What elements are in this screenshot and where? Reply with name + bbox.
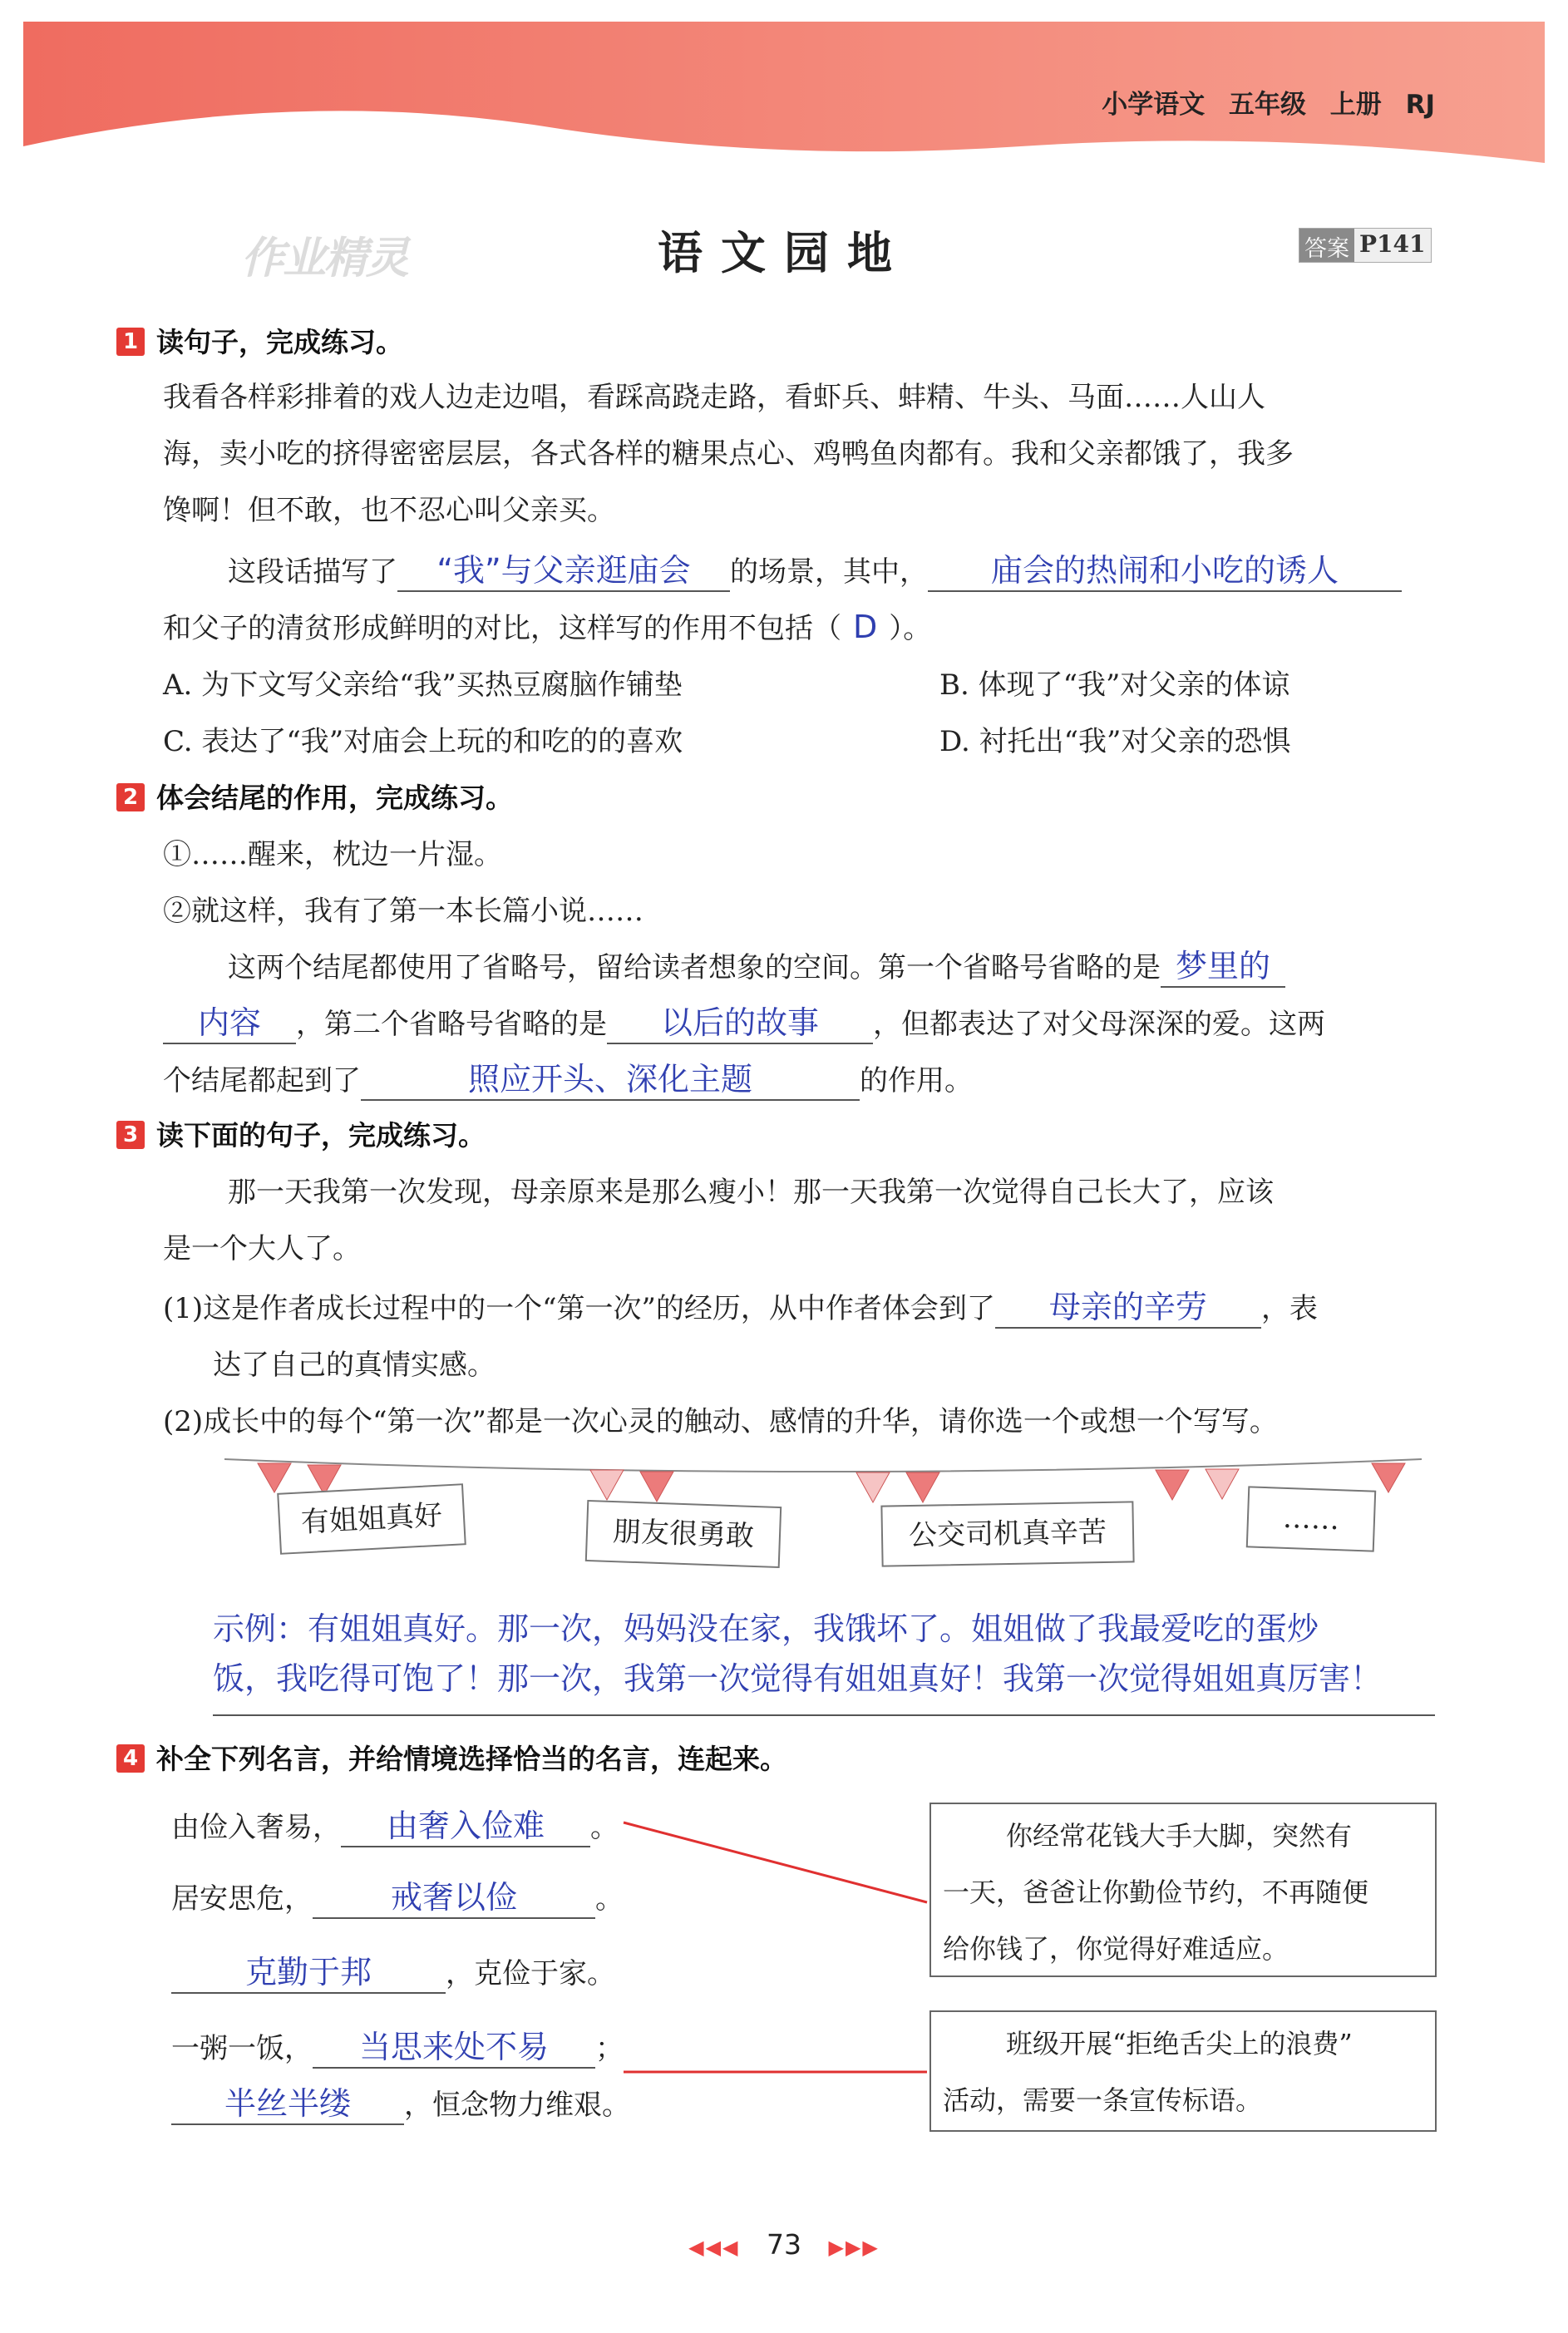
page-number: 73 bbox=[767, 2228, 801, 2261]
q4-connecting-lines bbox=[615, 1804, 931, 2087]
flag-card-3[interactable]: 公交司机真辛苦 bbox=[880, 1501, 1134, 1566]
q2-line-2 bbox=[163, 1001, 1325, 1044]
match-line-1 bbox=[624, 1823, 927, 1902]
q4-text: 居安思危， bbox=[171, 1882, 313, 1916]
q1-answer-3[interactable]: D bbox=[853, 609, 878, 645]
q4-row-5 bbox=[171, 2082, 630, 2125]
q3-passage-line-2: 是一个大人了。 bbox=[163, 1232, 361, 1265]
q2-blank-2[interactable] bbox=[607, 1004, 873, 1044]
q3-answer-line bbox=[213, 1714, 1435, 1716]
q4-text: ； bbox=[595, 2032, 624, 2065]
box2-line-2: 活动，需要一条宣传标语。 bbox=[943, 2084, 1263, 2116]
subject: 小学语文 bbox=[1102, 90, 1206, 120]
q2-answer-1b: 内容 bbox=[197, 1004, 261, 1041]
q4-number: 4 bbox=[116, 1744, 145, 1773]
q2-ending-1: ①……醒来，枕边一片湿。 bbox=[163, 838, 502, 871]
q1-text: 的场景，其中， bbox=[730, 555, 928, 589]
q4-blank-2[interactable] bbox=[313, 1879, 595, 1919]
q2-text: 的作用。 bbox=[860, 1064, 973, 1097]
box1-line-2: 一天，爸爸让你勤俭节约，不再随便 bbox=[943, 1877, 1369, 1908]
box1-line-1: 你经常花钱大手大脚，突然有 bbox=[1006, 1820, 1353, 1852]
q4-heading bbox=[116, 1738, 787, 1777]
q4-blank-1[interactable] bbox=[341, 1808, 590, 1847]
q1-option-a[interactable]: A. 为下文写父亲给“我”买热豆腐脑作铺垫 bbox=[163, 668, 683, 702]
answer-page: P141 bbox=[1354, 229, 1431, 262]
q4-row-4 bbox=[171, 2025, 624, 2069]
q4-text: ，克俭于家。 bbox=[446, 1957, 615, 1990]
q3-passage-line-1: 那一天我第一次发现，母亲原来是那么瘦小！那一天我第一次觉得自己长大了，应该 bbox=[228, 1176, 1274, 1209]
q4-situation-box-2[interactable] bbox=[929, 2010, 1437, 2132]
q3-sample-line-1: 示例：有姐姐真好。那一次，妈妈没在家，我饿坏了。姐姐做了我最爱吃的蛋炒 bbox=[213, 1610, 1319, 1647]
q1-question-line-2 bbox=[163, 605, 931, 646]
q3-sub1-line-2: 达了自己的真情实感。 bbox=[213, 1349, 496, 1382]
flag-card-1[interactable]: 有姐姐真好 bbox=[277, 1483, 466, 1555]
q1-blank-2[interactable] bbox=[928, 552, 1402, 592]
q1-text: 这段话描写了 bbox=[228, 555, 397, 589]
q1-title: 读句子，完成练习。 bbox=[156, 326, 403, 358]
q4-text: 一粥一饭， bbox=[171, 2032, 313, 2065]
q2-heading bbox=[116, 777, 513, 816]
q3-blank-1[interactable] bbox=[995, 1289, 1261, 1329]
q4-text: 。 bbox=[595, 1882, 624, 1916]
q4-text: ，恒念物力维艰。 bbox=[404, 2089, 630, 2122]
q1-answer-1: “我”与父亲逛庙会 bbox=[436, 552, 691, 589]
volume: 上册 bbox=[1329, 90, 1382, 120]
q4-answer-1: 由奢入俭难 bbox=[386, 1808, 545, 1844]
q4-answer-5: 半丝半缕 bbox=[224, 2085, 351, 2122]
q3-answer-1: 母亲的辛劳 bbox=[1048, 1289, 1207, 1325]
q4-row-3 bbox=[171, 1951, 615, 1994]
q1-text: 和父子的清贫形成鲜明的对比，这样写的作用不包括（ bbox=[163, 612, 841, 645]
q1-question-line-1 bbox=[228, 549, 1402, 592]
q4-row-1 bbox=[171, 1804, 619, 1847]
q2-line-3 bbox=[163, 1058, 973, 1101]
q4-text: 。 bbox=[590, 1811, 619, 1844]
q4-blank-4[interactable] bbox=[313, 2029, 595, 2069]
prev-arrows-icon: ◀◀◀ bbox=[688, 2236, 740, 2259]
q3-sub2: (2)成长中的每个“第一次”都是一次心灵的触动、感情的升华，请你选一个或想一个写写。 bbox=[163, 1405, 1278, 1438]
q4-answer-3: 克勤于邦 bbox=[244, 1954, 372, 1990]
q3-sample-line-2: 饭，我吃得可饱了！那一次，我第一次觉得有姐姐真好！我第一次觉得姐姐真厉害！ bbox=[213, 1660, 1383, 1697]
q1-heading bbox=[116, 321, 403, 360]
q3-heading bbox=[116, 1114, 486, 1153]
q2-text: ，第二个省略号省略的是 bbox=[296, 1008, 607, 1041]
answer-label: 答案 bbox=[1299, 229, 1354, 262]
q4-title: 补全下列名言，并给情境选择恰当的名言，连起来。 bbox=[156, 1743, 787, 1775]
flag-card-4[interactable]: …… bbox=[1246, 1486, 1376, 1551]
q2-line-1 bbox=[228, 945, 1285, 988]
q2-blank-1b[interactable] bbox=[163, 1004, 296, 1044]
q4-blank-3[interactable] bbox=[171, 1954, 446, 1994]
q4-text: 由俭入奢易， bbox=[171, 1811, 341, 1844]
q4-answer-2: 戒奢以俭 bbox=[390, 1879, 517, 1916]
q2-number: 2 bbox=[116, 783, 145, 811]
q3-sub1-line-1 bbox=[163, 1285, 1318, 1329]
q1-blank-1[interactable] bbox=[397, 552, 730, 592]
header-meta bbox=[1102, 83, 1435, 121]
q1-passage-line-2: 海，卖小吃的挤得密密层层，各式各样的糖果点心、鸡鸭鱼肉都有。我和父亲都饿了，我多 bbox=[163, 437, 1294, 471]
q1-option-b[interactable]: B. 体现了“我”对父亲的体谅 bbox=[939, 668, 1290, 702]
q3-text: ，表 bbox=[1260, 1292, 1318, 1325]
q2-answer-1a: 梦里的 bbox=[1175, 948, 1270, 984]
grade: 五年级 bbox=[1229, 90, 1306, 120]
q2-text: 这两个结尾都使用了省略号，留给读者想象的空间。第一个省略号省略的是 bbox=[228, 951, 1161, 984]
q2-text: 个结尾都起到了 bbox=[163, 1064, 361, 1097]
q2-ending-2: ②就这样，我有了第一本长篇小说…… bbox=[163, 895, 643, 928]
q2-blank-1a[interactable] bbox=[1161, 948, 1285, 988]
box1-line-3: 给你钱了，你觉得好难适应。 bbox=[943, 1933, 1289, 1965]
q1-option-d[interactable]: D. 衬托出“我”对父亲的恐惧 bbox=[939, 725, 1291, 758]
q4-row-2 bbox=[171, 1876, 624, 1919]
page-footer bbox=[0, 2228, 1568, 2261]
q1-text: ）。 bbox=[889, 612, 932, 645]
q4-situation-box-1[interactable] bbox=[929, 1803, 1437, 1977]
q2-title: 体会结尾的作用，完成练习。 bbox=[156, 782, 513, 814]
q2-text: ，但都表达了对父母深深的爱。这两 bbox=[873, 1008, 1325, 1041]
q3-number: 3 bbox=[116, 1121, 145, 1149]
q3-title: 读下面的句子，完成练习。 bbox=[156, 1119, 486, 1152]
page-title: 语文园地 bbox=[658, 227, 910, 279]
logo-watermark: 作业精灵 bbox=[241, 234, 408, 284]
next-arrows-icon: ▶▶▶ bbox=[828, 2236, 880, 2259]
q2-blank-3[interactable] bbox=[361, 1061, 860, 1101]
q2-answer-2: 以后的故事 bbox=[660, 1004, 819, 1041]
box2-line-1: 班级开展“拒绝舌尖上的浪费” bbox=[1006, 2028, 1353, 2059]
answer-reference bbox=[1299, 228, 1432, 263]
q3-text: (1)这是作者成长过程中的一个“第一次”的经历，从中作者体会到了 bbox=[163, 1292, 995, 1325]
flag-card-2[interactable]: 朋友很勇敢 bbox=[585, 1500, 782, 1568]
edition: RJ bbox=[1405, 90, 1435, 120]
q1-option-c[interactable]: C. 表达了“我”对庙会上玩的和吃的的喜欢 bbox=[163, 725, 683, 758]
q1-number: 1 bbox=[116, 328, 145, 356]
q1-passage-line-3: 馋啊！但不敢，也不忍心叫父亲买。 bbox=[163, 494, 615, 527]
q1-answer-2: 庙会的热闹和小吃的诱人 bbox=[990, 552, 1339, 589]
q1-passage-line-1: 我看各样彩排着的戏人边走边唱，看踩高跷走路，看虾兵、蚌精、牛头、马面……人山人 bbox=[163, 381, 1265, 414]
q4-blank-5[interactable] bbox=[171, 2085, 404, 2125]
q2-answer-3: 照应开头、深化主题 bbox=[467, 1061, 752, 1097]
q4-answer-4: 当思来处不易 bbox=[358, 2029, 549, 2065]
